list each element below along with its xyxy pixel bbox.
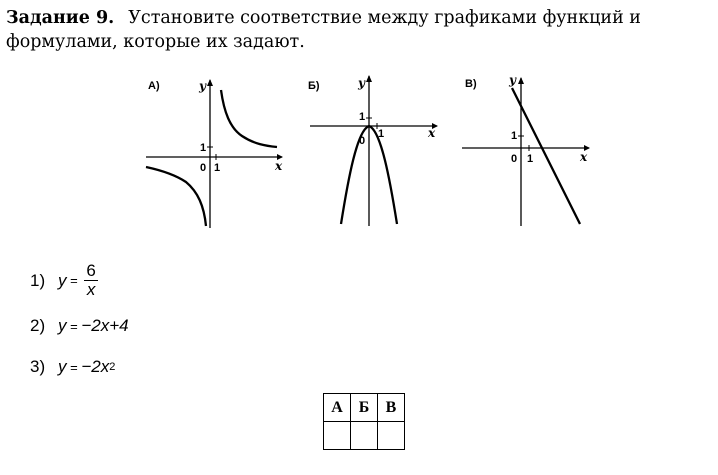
graph-c-label: В) [465, 78, 477, 90]
formula-2-rhs: −2x+4 [81, 316, 129, 335]
answer-cell-c[interactable] [378, 422, 405, 450]
formula-3-number: 3) [30, 357, 46, 376]
answer-header-a: А [324, 394, 351, 422]
formula-3-lhs: y [58, 357, 67, 376]
graph-b-y-name: y [358, 76, 365, 90]
formula-2-eq: = [66, 318, 82, 334]
formula-2 [30, 316, 129, 336]
graph-a-curve-branch2 [146, 167, 206, 226]
graph-a-y-name: y [199, 79, 206, 93]
graph-b-origin: 0 [359, 135, 366, 147]
graph-c-tick-y-label: 1 [511, 130, 518, 142]
graph-a-x-name: x [275, 159, 283, 173]
graph-c-y-arrow [518, 77, 524, 84]
formula-2-lhs: y [58, 316, 67, 335]
graph-c-origin: 0 [511, 153, 518, 165]
answer-cell-b[interactable] [351, 422, 378, 450]
graph-a-y-arrow [207, 79, 213, 86]
formula-3-exponent: 2 [109, 361, 116, 373]
formula-1-denominator: x [86, 280, 96, 299]
answer-header-b: Б [351, 394, 378, 422]
formula-2-number: 2) [30, 316, 46, 335]
task-number: Задание 9. [6, 8, 115, 28]
answer-table-value-row [324, 422, 405, 450]
formula-1-number: 1) [30, 270, 46, 290]
answer-table [323, 393, 405, 450]
graph-b [308, 75, 438, 226]
formula-1-fraction [84, 262, 97, 299]
formula-3 [30, 357, 115, 377]
graph-c-tick-x-label: 1 [527, 153, 534, 165]
graph-a [146, 79, 283, 228]
answer-table-header-row [324, 394, 405, 422]
graph-b-x-name: x [428, 126, 436, 140]
formula-3-rhs: −2x [81, 357, 110, 376]
graph-c-line [512, 88, 580, 224]
graph-a-tick-y-label: 1 [200, 142, 207, 154]
graph-a-curve-branch1 [221, 90, 277, 147]
graph-a-label: А) [148, 80, 160, 92]
graph-c [462, 73, 590, 226]
formula-1-eq: = [66, 273, 82, 288]
graph-c-x-name: x [580, 150, 588, 164]
graph-b-label: Б) [308, 80, 320, 92]
graph-c-y-name: y [509, 73, 516, 87]
graph-b-tick-x-label: 1 [378, 128, 385, 140]
graph-b-y-arrow [366, 75, 372, 82]
graph-b-tick-y-label: 1 [359, 111, 366, 123]
task-text: Установите соответствие между графиками функций и формулами, которые их задают. [6, 8, 641, 52]
graph-a-tick-x-label: 1 [214, 162, 221, 174]
formula-1 [30, 262, 98, 299]
formula-1-lhs: y [58, 270, 67, 290]
answer-cell-a[interactable] [324, 422, 351, 450]
formula-1-numerator: 6 [86, 261, 96, 280]
graph-a-origin: 0 [200, 162, 207, 174]
answer-header-c: В [378, 394, 405, 422]
formula-3-eq: = [66, 359, 82, 375]
